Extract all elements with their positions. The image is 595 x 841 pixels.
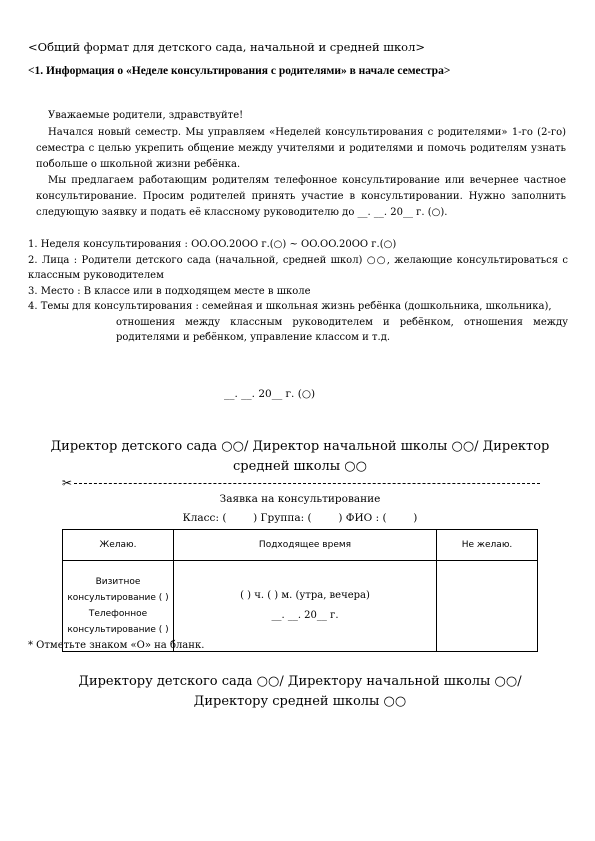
form-title: Заявка на консультирование xyxy=(219,493,381,505)
signature-from: Директор детского сада ○○/ Директор начальной школы ○○/ Директор средней школы ○○ xyxy=(50,439,550,474)
info-list xyxy=(28,237,568,346)
document-title: <1. Информация о «Неделе консультирования с родителями» в начале семестра> xyxy=(28,65,451,77)
list-item-place: 3. Место : В классе или в подходящем месте в школе xyxy=(28,285,311,297)
dashed-divider xyxy=(74,483,540,484)
not-want-cell[interactable] xyxy=(437,561,538,652)
list-item-persons: 2. Лица : Родители детского сада (начальной, средней школ) ○○, желающие консультироваться с классным руководителем xyxy=(28,254,568,281)
column-time: Подходящее время xyxy=(174,530,437,561)
letter-greeting xyxy=(36,108,566,124)
list-item-week: 1. Неделя консультирования : OO.OO.20OO г.(○) ~ OO.OO.20OO г.(○) xyxy=(28,239,397,250)
date-entry[interactable]: __. __. 20__ г. xyxy=(271,610,339,621)
form-fields: Класс: ( ) Группа: ( ) ФИО : ( ) xyxy=(182,512,418,524)
letter-paragraph-1: Начался новый семестр. Мы управляем «Неделей консультирования с родителями» 1-го (2-го) семестра с целью укрепить общение между учителями и родителями и помочь родителям узнать побольше о школьной жизни ребёнка. xyxy=(36,127,566,170)
time-entry[interactable]: ( ) ч. ( ) м. (утра, вечера) xyxy=(240,590,370,601)
letter-paragraph-2: Мы предлагаем работающим родителям телефонное консультирование или вечернее частное консультирование. Просим родителей принять участие в консультировании. Нужно заполнить следующую заявку и подать её классному руководителю до __. __. 20__ г. (○). xyxy=(36,175,566,218)
scissors-icon: ✂ xyxy=(62,476,73,490)
column-not-want: Не желаю. xyxy=(437,530,538,561)
signature-to: Директору детского сада ○○/ Директору начальной школы ○○/ Директору средней школы ○○ xyxy=(78,674,522,709)
want-options-cell[interactable] xyxy=(63,561,174,652)
document-date: __. __. 20__ г. (○) xyxy=(224,388,316,400)
visit-option-line-2[interactable]: консультирование ( ) xyxy=(67,593,169,603)
greeting-text: Уважаемые родители, здравствуйте! xyxy=(48,110,244,121)
list-item-topics: 4. Темы для консультирования : семейная и школьная жизнь ребёнка (дошкольника, школьника), xyxy=(28,301,552,312)
column-want: Желаю. xyxy=(63,530,174,561)
phone-option-line-1: Телефонное xyxy=(88,609,148,619)
phone-option-line-2[interactable]: консультирование ( ) xyxy=(67,625,169,635)
visit-option-line-1: Визитное xyxy=(95,577,141,587)
cut-line xyxy=(62,476,540,490)
format-note: <Общий формат для детского сада, начальной и средней школ> xyxy=(28,40,426,54)
form-note: * Отметьте знаком «O» на бланк. xyxy=(28,640,205,651)
consultation-form-table xyxy=(62,529,538,652)
list-item-topics-continued: отношения между классным руководителем и ребёнком, отношения между родителями и ребёнком, управление классом и т.д. xyxy=(116,316,568,343)
time-cell[interactable] xyxy=(174,561,437,652)
